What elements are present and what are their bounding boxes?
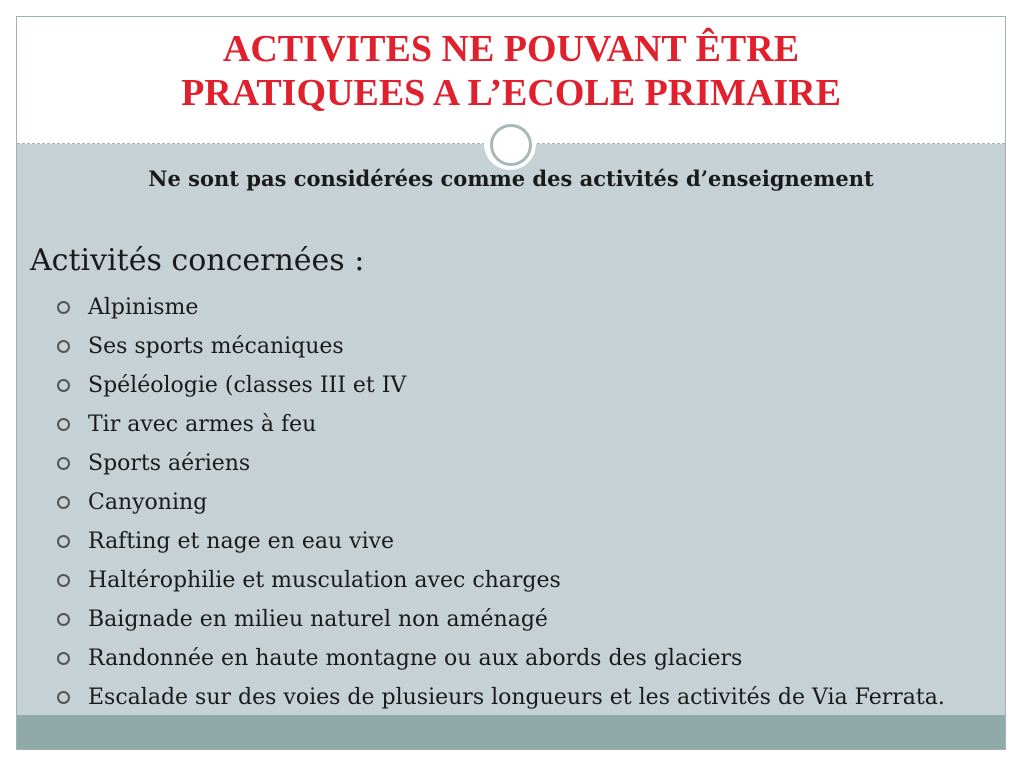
- hollow-circle-bullet-icon: [57, 535, 70, 548]
- list-item: [57, 444, 945, 483]
- hollow-circle-bullet-icon: [57, 574, 70, 587]
- list-item: [57, 366, 945, 405]
- hollow-circle-bullet-icon: [57, 652, 70, 665]
- list-item-label: Haltérophilie et musculation avec charges: [88, 568, 561, 593]
- list-item: [57, 483, 945, 522]
- list-item-label: Tir avec armes à feu: [88, 412, 317, 437]
- slide-title: [17, 27, 1005, 115]
- section-heading: Activités concernées :: [30, 243, 365, 278]
- list-item-label: Sports aériens: [88, 451, 251, 476]
- list-item: [57, 600, 945, 639]
- list-item: [57, 639, 945, 678]
- activity-list: [57, 288, 945, 717]
- slide: [16, 16, 1006, 750]
- list-item-label: Alpinisme: [88, 295, 199, 320]
- list-item: [57, 405, 945, 444]
- list-item-label: Canyoning: [88, 490, 208, 515]
- hollow-circle-bullet-icon: [57, 613, 70, 626]
- hollow-circle-bullet-icon: [57, 379, 70, 392]
- list-item: [57, 327, 945, 366]
- list-item-label: Spéléologie (classes III et IV: [88, 373, 407, 398]
- footer-band: [17, 715, 1005, 749]
- list-item: [57, 522, 945, 561]
- list-item: [57, 288, 945, 327]
- slide-title-line-2: PRATIQUEES A L’ECOLE PRIMAIRE: [181, 72, 841, 114]
- ring-icon: [490, 124, 532, 166]
- list-item-label: Escalade sur des voies de plusieurs longueurs et les activités de Via Ferrata.: [88, 685, 945, 710]
- subtitle: Ne sont pas considérées comme des activités d’enseignement: [148, 166, 874, 191]
- hollow-circle-bullet-icon: [57, 496, 70, 509]
- hollow-circle-bullet-icon: [57, 457, 70, 470]
- slide-title-line-1: ACTIVITES NE POUVANT ÊTRE: [222, 28, 800, 70]
- hollow-circle-bullet-icon: [57, 301, 70, 314]
- hollow-circle-bullet-icon: [57, 418, 70, 431]
- list-item-label: Baignade en milieu naturel non aménagé: [88, 607, 548, 632]
- hollow-circle-bullet-icon: [57, 691, 70, 704]
- list-item-label: Randonnée en haute montagne ou aux abords des glaciers: [88, 646, 743, 671]
- list-item: [57, 561, 945, 600]
- circle-ornament-icon: [484, 118, 536, 170]
- list-item-label: Ses sports mécaniques: [88, 334, 344, 359]
- list-item: [57, 678, 945, 717]
- list-item-label: Rafting et nage en eau vive: [88, 529, 395, 554]
- hollow-circle-bullet-icon: [57, 340, 70, 353]
